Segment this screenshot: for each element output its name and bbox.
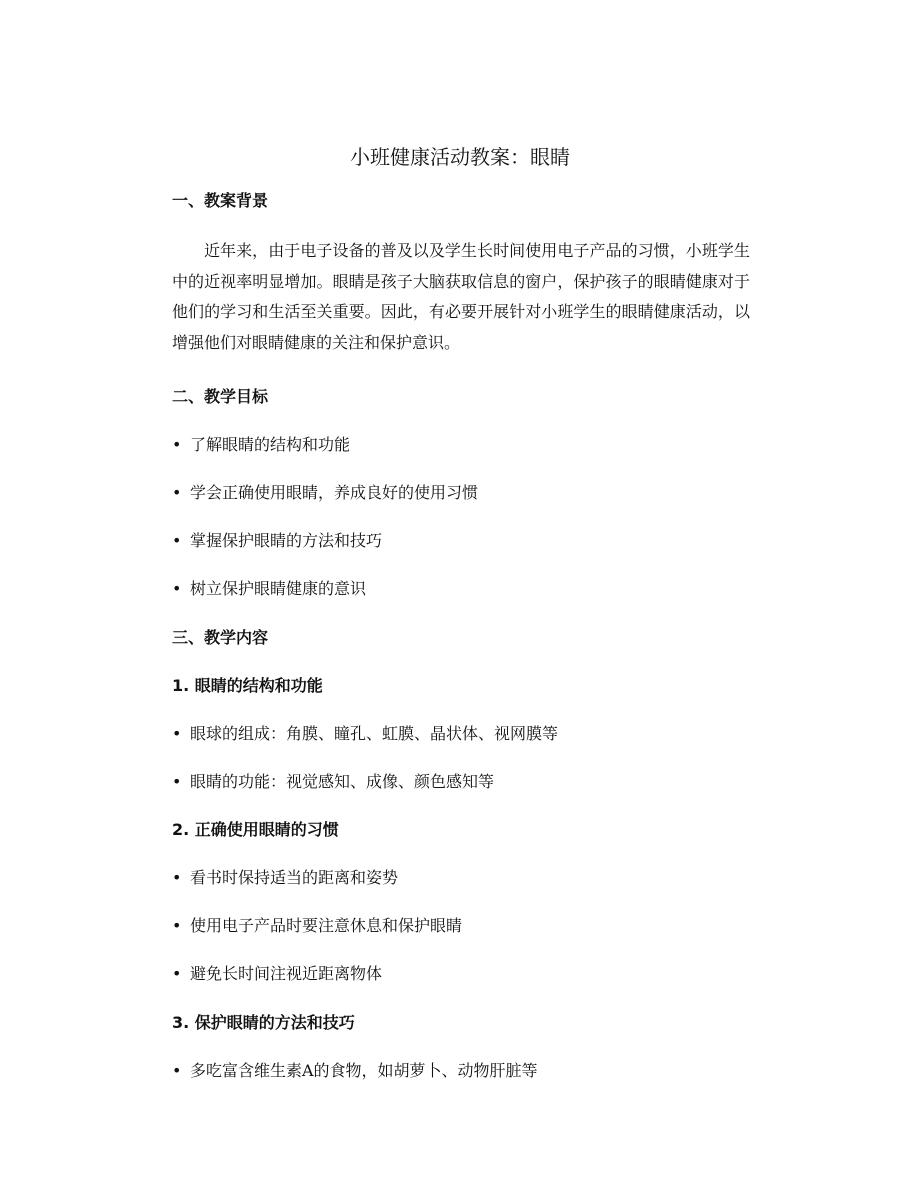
subsection-heading-habits: 2. 正确使用眼睛的习惯 <box>172 820 339 839</box>
bullet-icon: • <box>172 772 182 791</box>
list-item: • 眼球的组成：角膜、瞳孔、虹膜、晶状体、视网膜等 <box>172 724 559 743</box>
bullet-icon: • <box>172 531 182 550</box>
bullet-icon: • <box>172 868 182 887</box>
list-item: • 使用电子产品时要注意休息和保护眼睛 <box>172 916 463 935</box>
list-item: • 掌握保护眼睛的方法和技巧 <box>172 531 383 550</box>
list-item: • 学会正确使用眼睛，养成良好的使用习惯 <box>172 483 479 502</box>
bullet-icon: • <box>172 724 182 743</box>
document-title: 小班健康活动教案：眼睛 <box>350 145 570 169</box>
section-heading-content: 三、教学内容 <box>172 628 269 647</box>
section-heading-objectives: 二、教学目标 <box>172 387 269 406</box>
section-heading-background: 一、教案背景 <box>172 191 269 210</box>
subsection-heading-methods: 3. 保护眼睛的方法和技巧 <box>172 1013 355 1032</box>
bullet-icon: • <box>172 964 182 983</box>
list-item: • 避免长时间注视近距离物体 <box>172 964 383 983</box>
list-item: • 眼睛的功能：视觉感知、成像、颜色感知等 <box>172 772 495 791</box>
subsection-heading-structure: 1. 眼睛的结构和功能 <box>172 676 323 695</box>
list-item: • 多吃富含维生素A的食物，如胡萝卜、动物肝脏等 <box>172 1061 538 1080</box>
background-paragraph: 近年来，由于电子设备的普及以及学生长时间使用电子产品的习惯，小班学生中的近视率明显增加。眼睛是孩子大脑获取信息的窗户，保护孩子的眼睛健康对于他们的学习和生活至关重要。因此，有必要开展针对小班学生的眼睛健康活动，以增强他们对眼睛健康的关注和保护意识。 <box>172 241 750 352</box>
list-item: • 了解眼睛的结构和功能 <box>172 435 351 454</box>
list-item: • 看书时保持适当的距离和姿势 <box>172 868 399 887</box>
list-item: • 树立保护眼睛健康的意识 <box>172 579 367 598</box>
bullet-icon: • <box>172 435 182 454</box>
bullet-icon: • <box>172 916 182 935</box>
bullet-icon: • <box>172 483 182 502</box>
bullet-icon: • <box>172 1061 182 1080</box>
bullet-icon: • <box>172 579 182 598</box>
